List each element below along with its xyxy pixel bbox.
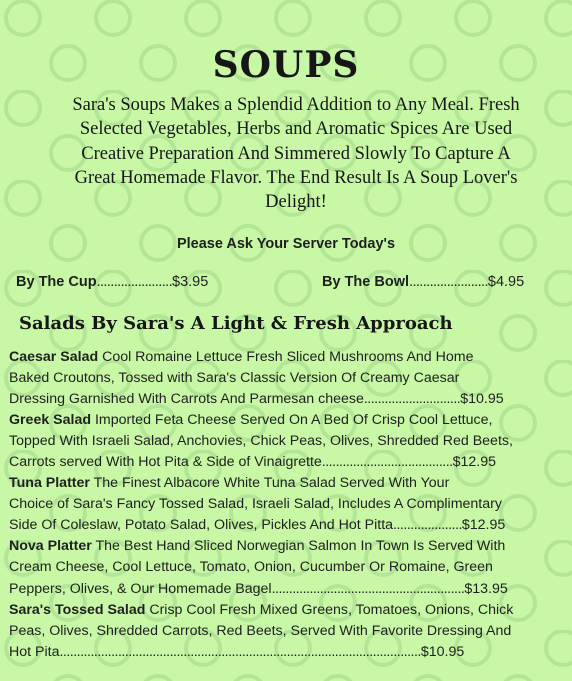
price-leader: ....................	[393, 517, 462, 534]
item-text: Peas, Olives, Shredded Carrots, Red Beets, Served With Favorite Dressing And	[9, 622, 512, 639]
menu-line	[9, 389, 565, 410]
intro-line: Great Homemade Flavor. The End Result Is A Soup Lover's	[74, 167, 518, 188]
menu-line	[9, 557, 565, 578]
item-name: Nova Platter	[9, 538, 92, 555]
bowl-amount: $4.95	[487, 274, 525, 290]
menu-line	[9, 368, 565, 389]
salad-list	[9, 347, 565, 663]
bowl-leader: .......................	[409, 274, 488, 290]
item-price: $12.95	[452, 454, 496, 471]
page-title: SOUPS	[212, 44, 360, 86]
item-text: Dressing Garnished With Carrots And Parmesan cheese	[9, 391, 364, 408]
cup-label: By The Cup	[16, 274, 97, 290]
menu-line	[9, 347, 565, 368]
item-text: Imported Feta Cheese Served On A Bed Of Crisp Cool Lettuce,	[91, 412, 493, 429]
menu-line	[9, 579, 565, 600]
item-text: Side Of Coleslaw, Potato Salad, Olives, Pickles And Hot Pitta	[9, 517, 394, 534]
ask-server-text: Please Ask Your Server Today's	[176, 236, 396, 252]
item-text: Peppers, Olives, & Our Homemade Bagel	[9, 580, 272, 597]
item-price: $12.95	[461, 517, 506, 534]
intro-text	[30, 93, 562, 214]
menu-line	[9, 642, 565, 663]
item-text: Topped With Israeli Salad, Anchovies, Chick Peas, Olives, Shredded Red Beets,	[9, 433, 513, 450]
item-text: Hot Pita	[9, 643, 60, 660]
item-text: Baked Croutons, Tossed with Sara's Classic Version Of Creamy Caesar	[9, 370, 460, 387]
item-name: Caesar Salad	[9, 349, 99, 365]
intro-line: Sara's Soups Makes a Splendid Addition to Any Meal. Fresh	[72, 95, 520, 115]
intro-line: Selected Vegetables, Herbs and Aromatic Spices Are Used	[79, 119, 513, 140]
item-name: Sara's Tossed Salad	[9, 601, 146, 618]
item-text: Carrots served With Hot Pita & Side of Vinaigrette	[9, 454, 322, 471]
item-name: Greek Salad	[9, 412, 92, 429]
cup-price	[16, 274, 208, 290]
bowl-label: By The Bowl	[322, 274, 410, 290]
bowl-price	[322, 274, 524, 290]
price-leader: ........................................................	[271, 580, 465, 597]
item-text: Crisp Cool Fresh Mixed Greens, Tomatoes, Onions, Chick	[145, 601, 514, 618]
item-text: The Best Hand Sliced Norwegian Salmon In Town Is Served With	[91, 538, 506, 555]
item-text: Choice of Sara's Fancy Tossed Salad, Israeli Salad, Includes A Complimentary	[9, 496, 502, 513]
item-price: $10.95	[460, 391, 504, 408]
price-leader: ......................................	[321, 454, 453, 471]
intro-line: Creative Preparation And Simmered Slowly To Capture A	[81, 143, 511, 164]
menu-line	[9, 410, 565, 431]
menu-line	[9, 431, 565, 452]
menu-line	[9, 600, 565, 621]
item-text: The Finest Albacore White Tuna Salad Served With Your	[89, 475, 450, 492]
menu-line	[9, 621, 565, 642]
cup-leader: ......................	[96, 274, 172, 290]
menu-line	[9, 536, 565, 557]
menu-line	[9, 452, 565, 473]
item-text: Cool Romaine Lettuce Fresh Sliced Mushrooms And Home	[98, 349, 474, 365]
price-leader: ............................	[363, 391, 461, 408]
intro-line: Delight!	[265, 192, 327, 213]
cup-amount: $3.95	[172, 274, 209, 290]
item-name: Tuna Platter	[9, 475, 90, 492]
item-text: Cream Cheese, Cool Lettuce, Tomato, Onion, Cucumber Or Romaine, Green	[9, 559, 493, 576]
price-leader: .........................................................................................................	[59, 643, 421, 660]
item-price: $13.95	[464, 580, 508, 597]
item-price: $10.95	[420, 643, 465, 660]
salads-heading: Salads By Sara's A Light & Fresh Approach	[19, 313, 453, 334]
menu-line	[9, 515, 565, 536]
menu-line	[9, 473, 565, 494]
menu-line	[9, 494, 565, 515]
